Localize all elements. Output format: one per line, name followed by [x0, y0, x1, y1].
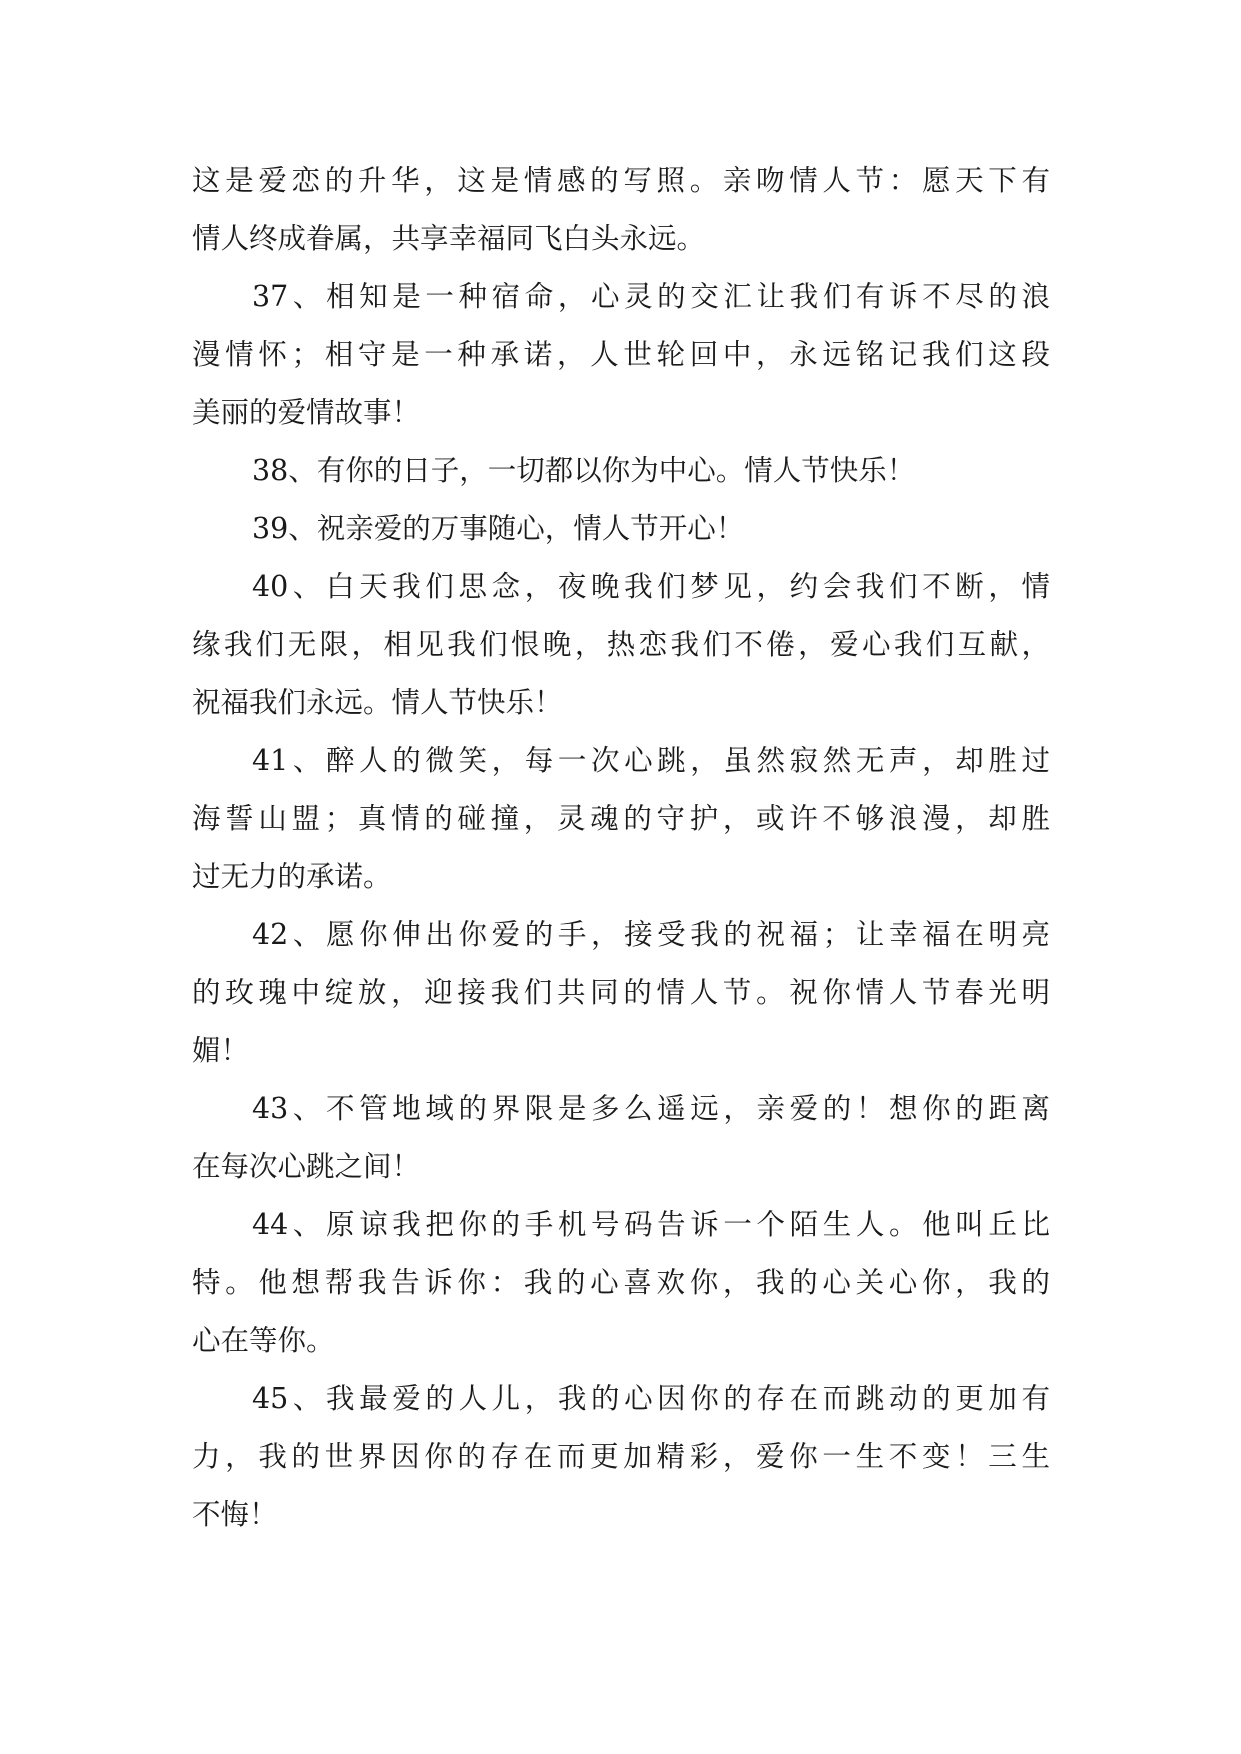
text-line: 的玫瑰中绽放，迎接我们共同的情人节。祝你情人节春光明 [192, 976, 1050, 1009]
text-line: 祝福我们永远。情人节快乐！ [192, 686, 563, 719]
text-line: 在每次心跳之间！ [192, 1150, 421, 1183]
text-line: 42、愿你伸出你爱的手，接受我的祝福；让幸福在明亮 [252, 918, 1050, 951]
text-line: 这是爱恋的升华，这是情感的写照。亲吻情人节：愿天下有 [192, 164, 1050, 197]
paragraph-45 [192, 1370, 1050, 1544]
text-line: 力，我的世界因你的存在而更加精彩，爱你一生不变！三生 [192, 1440, 1050, 1473]
text-line: 特。他想帮我告诉你：我的心喜欢你，我的心关心你，我的 [192, 1266, 1050, 1299]
text-line: 漫情怀；相守是一种承诺，人世轮回中，永远铭记我们这段 [192, 338, 1050, 371]
text-line: 45、我最爱的人儿，我的心因你的存在而跳动的更加有 [252, 1382, 1050, 1415]
text-line: 情人终成眷属，共享幸福同飞白头永远。 [192, 222, 706, 255]
text-line: 38、有你的日子，一切都以你为中心。情人节快乐！ [252, 454, 916, 487]
paragraph-41 [192, 732, 1050, 906]
text-line: 39、祝亲爱的万事随心，情人节开心！ [252, 512, 745, 545]
text-line: 过无力的承诺。 [192, 860, 392, 893]
paragraph-42 [192, 906, 1050, 1080]
text-line: 37、相知是一种宿命，心灵的交汇让我们有诉不尽的浪 [252, 280, 1050, 313]
paragraph-37 [192, 268, 1050, 442]
text-line: 44、原谅我把你的手机号码告诉一个陌生人。他叫丘比 [252, 1208, 1050, 1241]
paragraph-38 [192, 442, 1050, 500]
text-line: 40、白天我们思念，夜晚我们梦见，约会我们不断，情 [252, 570, 1050, 603]
paragraph-40 [192, 558, 1050, 732]
paragraph-43 [192, 1080, 1050, 1196]
document-page [192, 152, 1050, 1544]
paragraph-44 [192, 1196, 1050, 1370]
text-line: 不悔！ [192, 1498, 278, 1531]
text-line: 媚！ [192, 1034, 250, 1067]
text-line: 心在等你。 [192, 1324, 335, 1357]
text-line: 海誓山盟；真情的碰撞，灵魂的守护，或许不够浪漫，却胜 [192, 802, 1050, 835]
paragraph-continuation [192, 152, 1050, 268]
text-line: 美丽的爱情故事！ [192, 396, 421, 429]
paragraph-39 [192, 500, 1050, 558]
text-line: 43、不管地域的界限是多么遥远，亲爱的！想你的距离 [252, 1092, 1050, 1125]
text-line: 41、醉人的微笑，每一次心跳，虽然寂然无声，却胜过 [252, 744, 1050, 777]
text-line: 缘我们无限，相见我们恨晚，热恋我们不倦，爱心我们互献， [192, 628, 1050, 661]
